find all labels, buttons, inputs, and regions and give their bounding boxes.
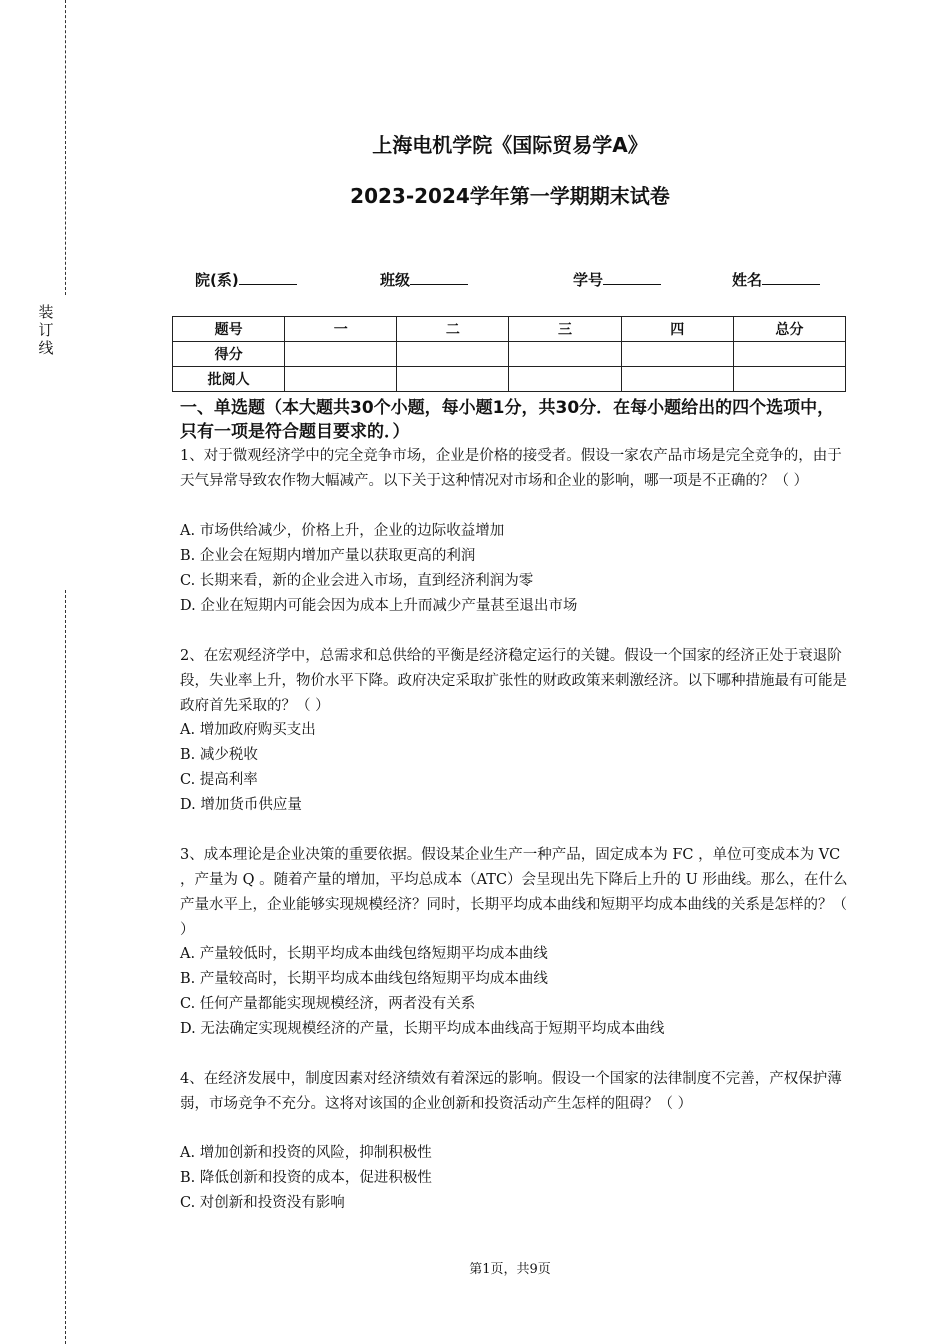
score-cell[interactable] — [733, 342, 845, 367]
option-item: B. 企业会在短期内增加产量以获取更高的利润 — [180, 548, 476, 564]
score-cell[interactable] — [285, 367, 397, 392]
info-field-class[interactable] — [380, 269, 468, 290]
option-item: C. 任何产量都能实现规模经济，两者没有关系 — [180, 996, 476, 1012]
option-item: A. 市场供给减少，价格上升，企业的边际收益增加 — [180, 523, 505, 539]
option-item: D. 企业在短期内可能会因为成本上升而减少产量甚至退出市场 — [180, 598, 578, 614]
score-row-label: 批阅人 — [173, 367, 285, 392]
score-cell[interactable] — [509, 342, 621, 367]
binding-char: 装 — [38, 303, 54, 321]
score-header-cell: 三 — [509, 317, 621, 342]
option-item: A. 增加创新和投资的风险，抑制积极性 — [180, 1145, 432, 1161]
score-header-cell: 题号 — [173, 317, 285, 342]
score-cell[interactable] — [397, 367, 509, 392]
binding-char: 线 — [38, 339, 54, 357]
section-heading: 一、单选题（本大题共30个小题，每小题1分，共30分．在每小题给出的四个选项中，只有一项是符合题目要求的．） — [180, 398, 835, 442]
score-cell[interactable] — [621, 342, 733, 367]
score-table-row — [173, 367, 846, 392]
exam-subtitle: 2023-2024学年第一学期期末试卷 — [350, 184, 670, 208]
option-item: A. 增加政府购买支出 — [180, 722, 316, 738]
info-label: 姓名 — [732, 271, 763, 289]
option-item: B. 减少税收 — [180, 747, 258, 763]
score-table-header-row — [173, 317, 846, 342]
info-field-name[interactable] — [732, 269, 820, 290]
binding-label — [36, 303, 56, 357]
blank-line[interactable] — [410, 270, 468, 285]
blank-line[interactable] — [239, 270, 297, 285]
info-label: 院(系) — [195, 271, 239, 289]
score-header-cell: 四 — [621, 317, 733, 342]
score-cell[interactable] — [397, 342, 509, 367]
option-item: A. 产量较低时，长期平均成本曲线包络短期平均成本曲线 — [180, 946, 548, 962]
info-label: 学号 — [573, 271, 604, 289]
binding-line-bottom — [65, 590, 66, 1344]
option-item: B. 产量较高时，长期平均成本曲线包络短期平均成本曲线 — [180, 971, 548, 987]
score-table-row — [173, 342, 846, 367]
option-item: D. 无法确定实现规模经济的产量，长期平均成本曲线高于短期平均成本曲线 — [180, 1021, 665, 1037]
page-footer: 第1页，共9页 — [469, 1262, 551, 1277]
option-item: B. 降低创新和投资的成本，促进积极性 — [180, 1170, 432, 1186]
score-cell[interactable] — [285, 342, 397, 367]
blank-line[interactable] — [603, 270, 661, 285]
blank-line[interactable] — [762, 270, 820, 285]
option-item: D. 增加货币供应量 — [180, 797, 302, 813]
score-table — [172, 316, 846, 392]
exam-title: 上海电机学院《国际贸易学A》 — [372, 133, 648, 157]
question-stem: 2、在宏观经济学中，总需求和总供给的平衡是经济稳定运行的关键。假设一个国家的经济正处于衰退阶段，失业率上升，物价水平下降。政府决定采取扩张性的财政政策来刺激经济。以下哪种措施最有可能是政府首先采取的？（ ） — [180, 648, 847, 714]
option-item: C. 长期来看，新的企业会进入市场，直到经济利润为零 — [180, 573, 534, 589]
info-label: 班级 — [380, 271, 411, 289]
info-field-student-id[interactable] — [573, 269, 661, 290]
score-header-cell: 二 — [397, 317, 509, 342]
option-item: C. 提高利率 — [180, 772, 258, 788]
score-cell[interactable] — [509, 367, 621, 392]
score-cell[interactable] — [733, 367, 845, 392]
question-stem: 4、在经济发展中，制度因素对经济绩效有着深远的影响。假设一个国家的法律制度不完善，产权保护薄弱，市场竞争不充分。这将对该国的企业创新和投资活动产生怎样的阻碍？（ ） — [180, 1071, 842, 1112]
question-stem: 3、成本理论是企业决策的重要依据。假设某企业生产一种产品，固定成本为 FC ，单位可变成本为 VC ，产量为 Q 。随着产量的增加，平均总成本（ATC）会呈现出先下降后上升的 U 形曲线。那么，在什么产量水平上，企业能够实现规模经济？同时，长期平均成本曲线和短期平均成本曲线的关系是怎样的？（ ） — [180, 847, 848, 938]
score-header-cell: 总分 — [733, 317, 845, 342]
score-cell[interactable] — [621, 367, 733, 392]
info-field-department[interactable] — [195, 269, 297, 290]
score-row-label: 得分 — [173, 342, 285, 367]
option-item: C. 对创新和投资没有影响 — [180, 1195, 345, 1211]
question-stem: 1、对于微观经济学中的完全竞争市场，企业是价格的接受者。假设一家农产品市场是完全竞争的，由于天气异常导致农作物大幅减产。以下关于这种情况对市场和企业的影响，哪一项是不正确的？（ ） — [180, 448, 842, 489]
score-header-cell: 一 — [285, 317, 397, 342]
binding-char: 订 — [38, 321, 54, 339]
